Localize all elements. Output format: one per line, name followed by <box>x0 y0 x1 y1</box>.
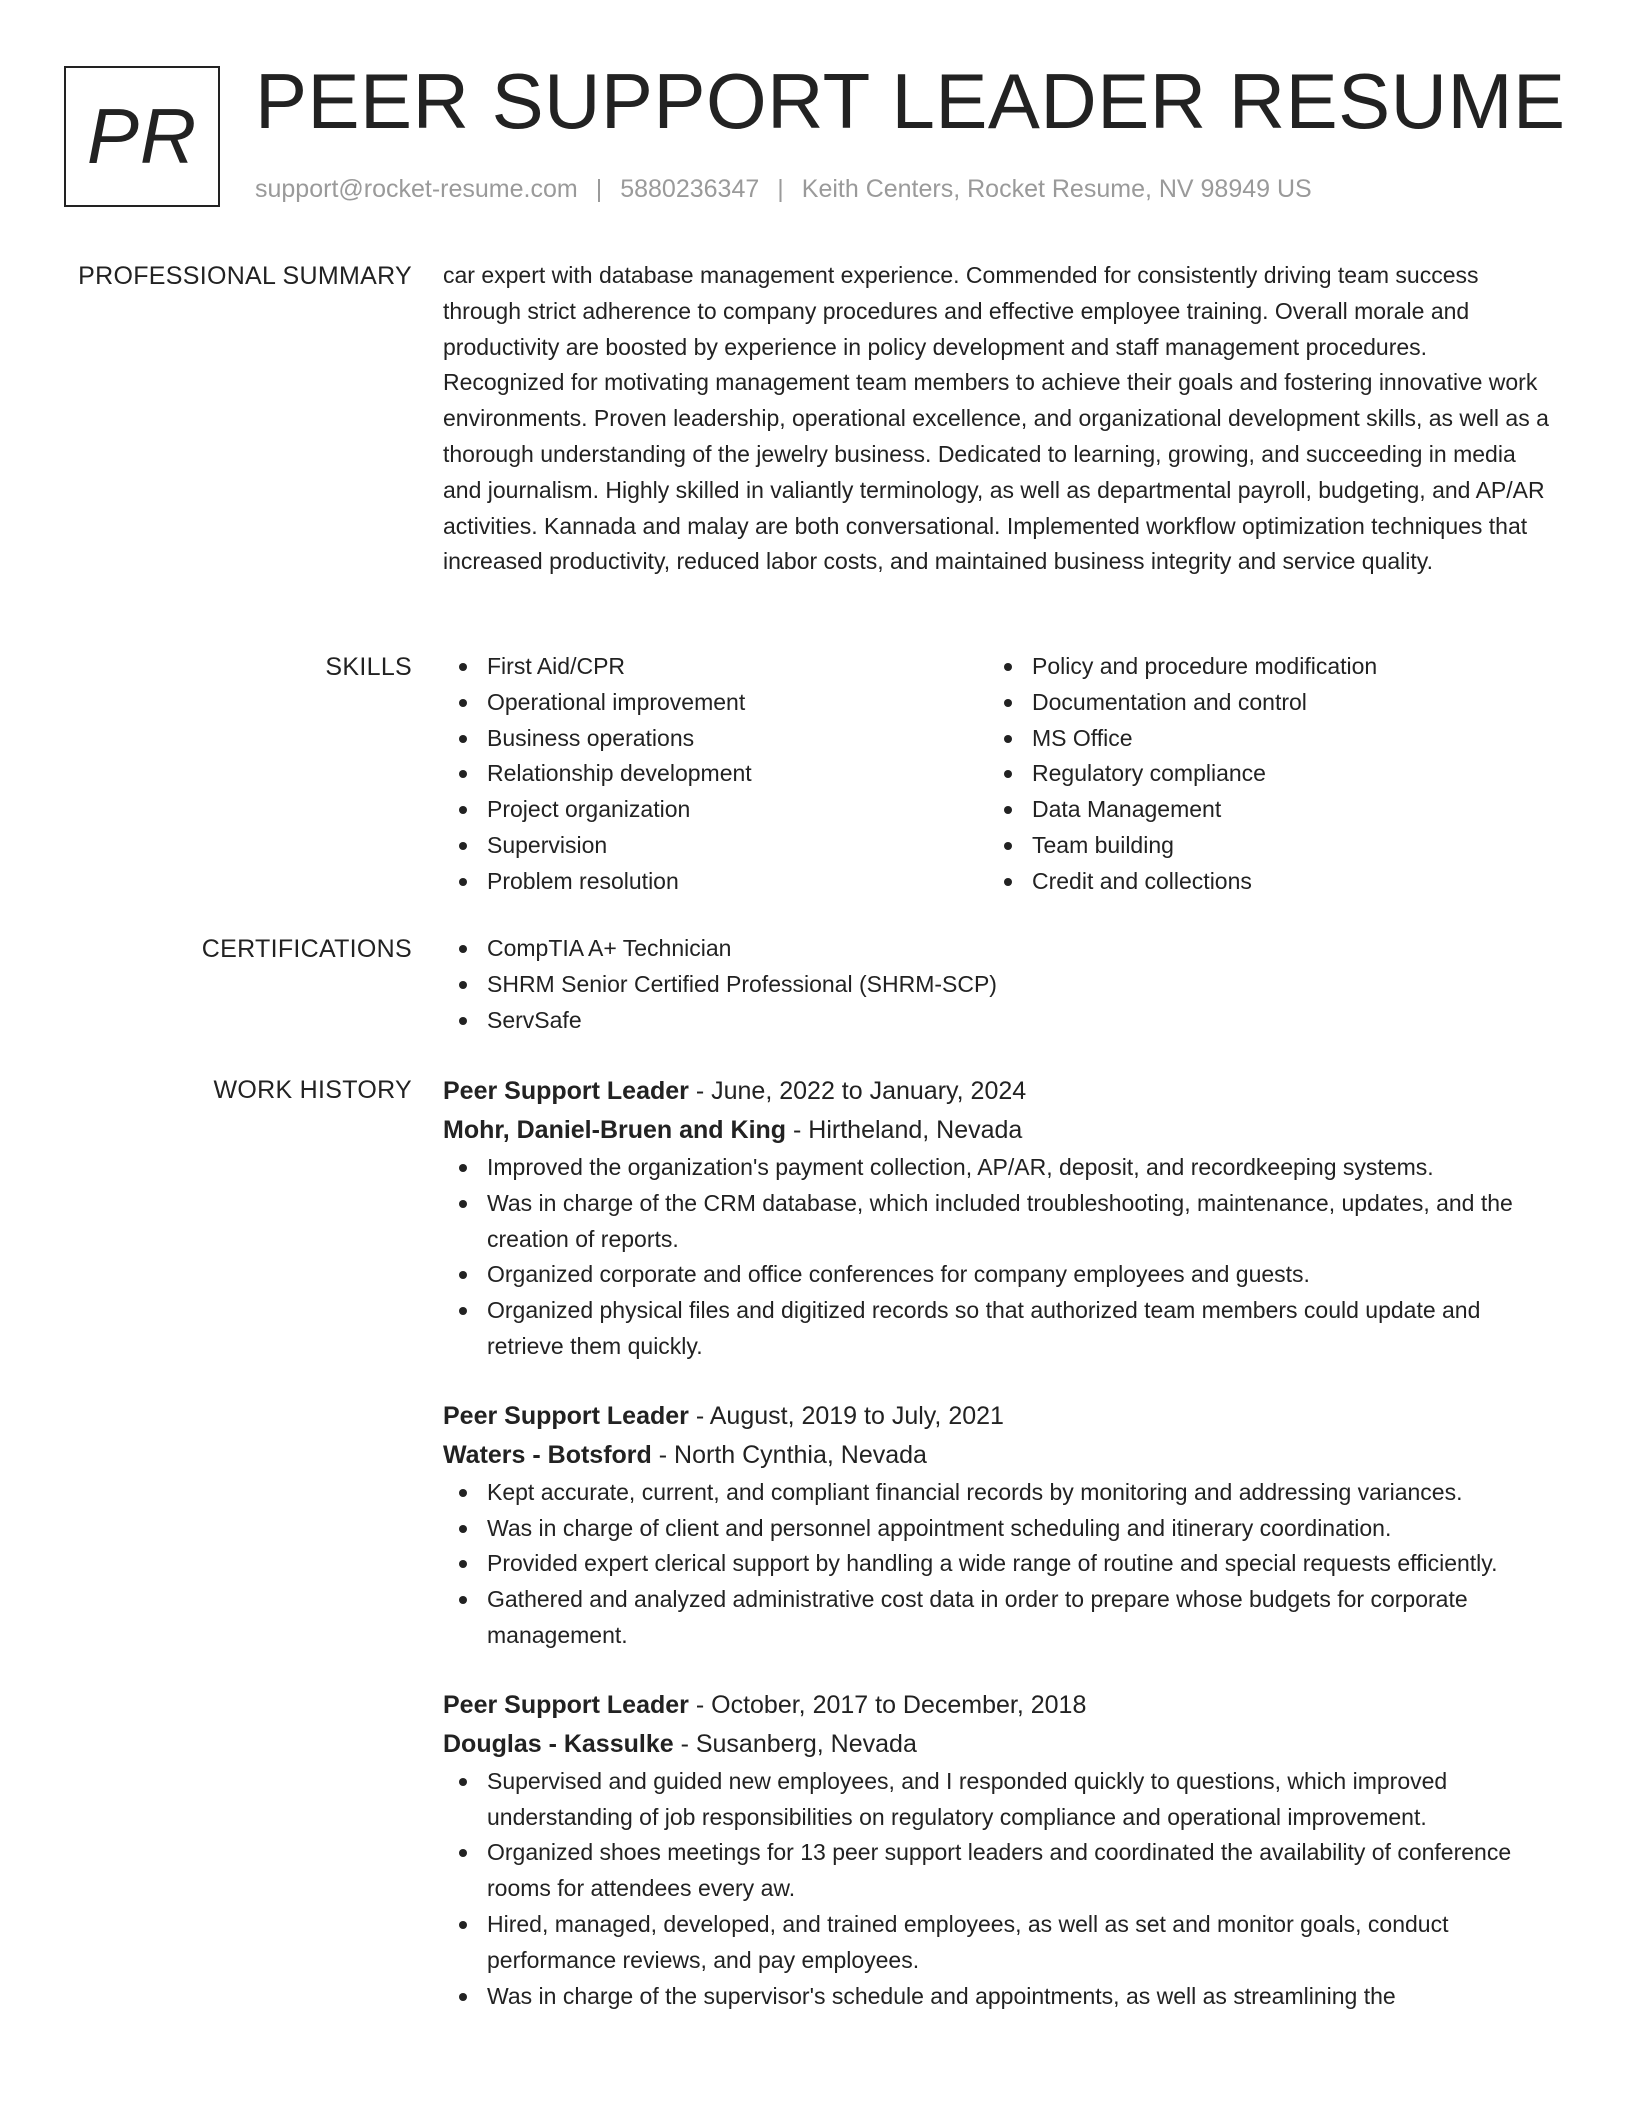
summary-text: car expert with database management experience. Commended for consistently driving team success through strict adherence to company procedures and effective employee training. Overall morale and productivity are boosted by experience in policy development and staff management procedures. Recognized for motivating management team members to achieve their goals and fostering innovative work environments. Proven leadership, operational excellence, and organizational development skills, as well as a thorough understanding of the jewelry business. Dedicated to learning, growing, and succeeding in media and journalism. Highly skilled in valiantly terminology, as well as departmental payroll, budgeting, and AP/AR activities. Kannada and malay are both conversational. Implemented workflow optimization techniques that increased productivity, reduced labor costs, and maintained business integrity and service quality. <box>443 262 1549 575</box>
certification-item: SHRM Senior Certified Professional (SHRM-SCP) <box>443 967 1553 1003</box>
skills-column-left <box>443 649 988 900</box>
job-title: Peer Support Leader <box>443 1077 689 1105</box>
contact-separator: | <box>777 175 784 203</box>
job-company: Douglas - Kassulke <box>443 1729 674 1758</box>
job-title-line <box>443 1072 1553 1111</box>
job-bullet: Was in charge of the supervisor's schedule and appointments, as well as streamlining the <box>443 1979 1553 2015</box>
job-bullet: Kept accurate, current, and compliant financial records by monitoring and addressing variances. <box>443 1475 1553 1511</box>
job-location: - Hirtheland, Nevada <box>786 1116 1023 1144</box>
contact-line <box>255 172 1312 206</box>
job-title: Peer Support Leader <box>443 1690 689 1719</box>
summary-heading: PROFESSIONAL SUMMARY <box>78 262 412 290</box>
job-company-line <box>443 1111 1553 1150</box>
job-bullet: Was in charge of client and personnel appointment scheduling and itinerary coordination. <box>443 1511 1553 1547</box>
summary-body <box>443 258 1553 580</box>
skill-item: Team building <box>988 828 1533 864</box>
skill-item: Supervision <box>443 828 988 864</box>
job-bullet-list <box>443 1475 1553 1654</box>
job-bullet: Provided expert clerical support by handling a wide range of routine and special requests efficiently. <box>443 1546 1553 1582</box>
job-company: Waters - Botsford <box>443 1440 652 1469</box>
skill-item: Project organization <box>443 792 988 828</box>
skill-item: Policy and procedure modification <box>988 649 1533 685</box>
work-history-body <box>443 1072 1553 2046</box>
job-bullet: Gathered and analyzed administrative cost data in order to prepare whose budgets for corporate management. <box>443 1582 1553 1654</box>
job-title-line <box>443 1686 1553 1725</box>
job-company-line <box>443 1436 1553 1475</box>
job-dates: - June, 2022 to January, 2024 <box>688 1077 1027 1105</box>
job-dates: - August, 2019 to July, 2021 <box>688 1401 1004 1430</box>
skill-item: Credit and collections <box>988 864 1533 900</box>
skill-item: Data Management <box>988 792 1533 828</box>
job-company-line <box>443 1725 1553 1764</box>
job-bullet: Was in charge of the CRM database, which included troubleshooting, maintenance, updates, and the creation of reports. <box>443 1186 1553 1258</box>
skill-item: Relationship development <box>443 756 988 792</box>
monogram-badge <box>64 66 220 207</box>
work-history-heading: WORK HISTORY <box>213 1076 412 1104</box>
job-bullet: Supervised and guided new employees, and I responded quickly to questions, which improved understanding of job responsibilities on regulatory compliance and operational improvement. <box>443 1764 1553 1836</box>
job-title: Peer Support Leader <box>443 1401 689 1430</box>
resume-title: PEER SUPPORT LEADER RESUME <box>255 57 1566 145</box>
job-location: - North Cynthia, Nevada <box>651 1440 927 1469</box>
skills-column-right <box>988 649 1533 900</box>
contact-phone: 5880236347 <box>620 175 760 203</box>
certifications-body <box>443 931 1553 1038</box>
job-title-line <box>443 1397 1553 1436</box>
job-bullet: Organized shoes meetings for 13 peer support leaders and coordinated the availability of conference rooms for attendees every aw. <box>443 1835 1553 1907</box>
monogram-text: PR <box>86 92 198 180</box>
contact-separator: | <box>595 175 603 203</box>
job-location: - Susanberg, Nevada <box>673 1729 917 1758</box>
skills-body <box>443 649 1553 900</box>
skill-item: Problem resolution <box>443 864 988 900</box>
job-bullet: Improved the organization's payment collection, AP/AR, deposit, and recordkeeping systems. <box>443 1150 1553 1186</box>
job-entry <box>443 1072 1553 1365</box>
job-bullet-list <box>443 1764 1553 2015</box>
job-entry <box>443 1686 1553 2015</box>
skill-item: Business operations <box>443 721 988 757</box>
job-company: Mohr, Daniel-Bruen and King <box>443 1116 787 1144</box>
certifications-heading: CERTIFICATIONS <box>201 935 412 963</box>
contact-email: support@rocket-resume.com <box>255 175 578 203</box>
skill-item: MS Office <box>988 721 1533 757</box>
skill-item: Operational improvement <box>443 685 988 721</box>
job-bullet: Organized physical files and digitized records so that authorized team members could update and retrieve them quickly. <box>443 1293 1553 1365</box>
certification-item: CompTIA A+ Technician <box>443 931 1553 967</box>
certification-item: ServSafe <box>443 1003 1553 1039</box>
skill-item: First Aid/CPR <box>443 649 988 685</box>
skill-item: Documentation and control <box>988 685 1533 721</box>
skills-heading: SKILLS <box>325 653 412 681</box>
job-bullet: Hired, managed, developed, and trained employees, as well as set and monitor goals, conduct performance reviews, and pay employees. <box>443 1907 1553 1979</box>
job-entry <box>443 1397 1553 1654</box>
skill-item: Regulatory compliance <box>988 756 1533 792</box>
job-dates: - October, 2017 to December, 2018 <box>688 1690 1087 1719</box>
contact-address: Keith Centers, Rocket Resume, NV 98949 US <box>801 175 1312 203</box>
job-bullet-list <box>443 1150 1553 1365</box>
job-bullet: Organized corporate and office conferences for company employees and guests. <box>443 1257 1553 1293</box>
